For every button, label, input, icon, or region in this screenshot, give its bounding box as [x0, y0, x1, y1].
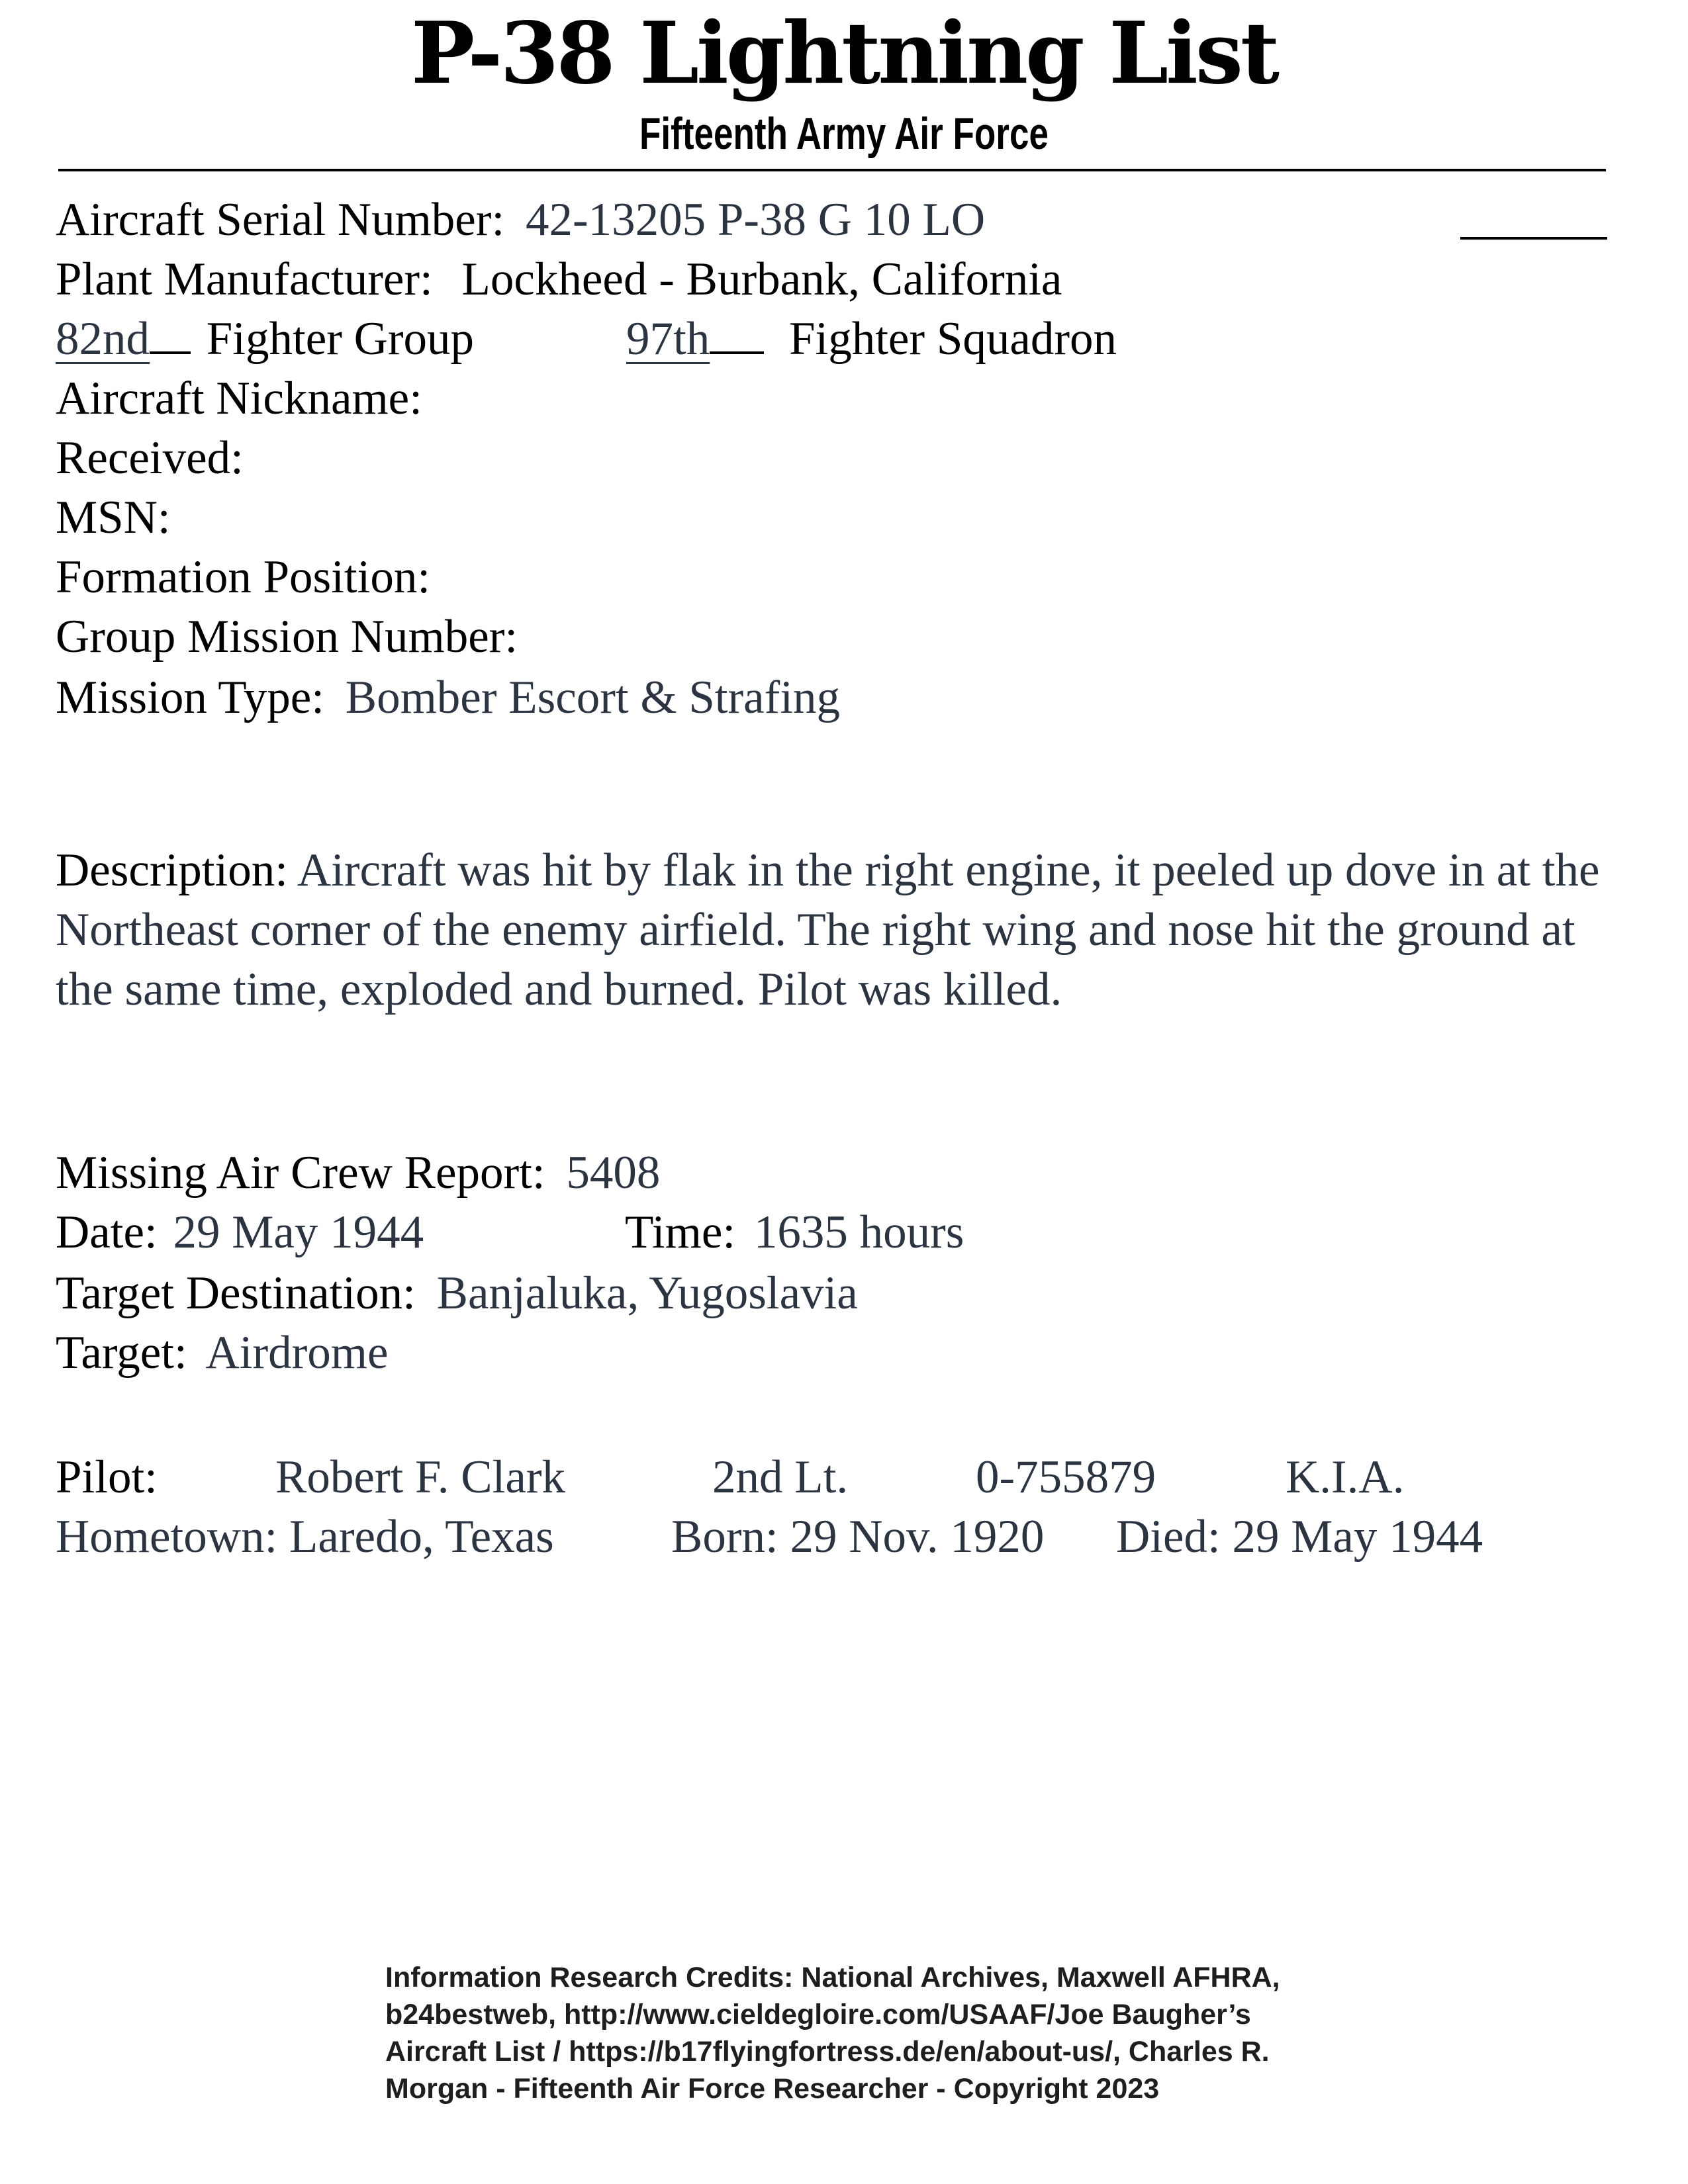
macr-row: [56, 1142, 1635, 1203]
plant-manufacturer-value: Lockheed - Burbank, California: [461, 253, 1062, 305]
date-time-row: [56, 1202, 1635, 1263]
group-mission-number-label: Group Mission Number:: [56, 611, 518, 662]
pilot-status: K.I.A.: [1286, 1451, 1405, 1503]
macr-label: Missing Air Crew Report:: [56, 1147, 545, 1199]
serial-blank-line: [1460, 237, 1607, 240]
fighter-group-label: Fighter Group: [206, 313, 475, 365]
plant-manufacturer-row: [56, 249, 1635, 310]
target-value: Airdrome: [205, 1327, 389, 1379]
target-label: Target:: [56, 1327, 187, 1379]
time-field: [625, 1202, 964, 1263]
received-label: Received:: [56, 432, 244, 484]
fighter-group-value: 82nd: [56, 313, 150, 365]
target-destination-value: Banjaluka, Yugoslavia: [436, 1267, 858, 1319]
description-label: Description:: [56, 844, 288, 896]
credits-line-2: b24bestweb, http://www.cieldegloire.com/USAAF/Joe Baugher’s: [385, 1999, 1251, 2030]
header-divider: [58, 169, 1606, 171]
macr-value: 5408: [566, 1147, 661, 1199]
pilot-name: Robert F. Clark: [275, 1451, 566, 1503]
mission-type-row: [56, 667, 1635, 728]
fighter-squadron-value: 97th: [626, 313, 710, 365]
nickname-row: [56, 368, 1635, 429]
credits-line-1: Information Research Credits: National Archives, Maxwell AFHRA,: [385, 1962, 1280, 1993]
formation-position-row: [56, 547, 1635, 608]
description-text: Aircraft was hit by flak in the right engine, it peeled up dove in at the Northeast corner of the enemy airfield. The right wing and nose hit the ground at the same time, exploded and burned. Pilot was killed.: [56, 844, 1600, 1015]
fighter-group-blank: [150, 351, 191, 354]
credits-line-4: Morgan - Fifteenth Air Force Researcher - Copyright 2023: [385, 2073, 1160, 2105]
target-destination-label: Target Destination:: [56, 1267, 416, 1319]
pilot-hometown: Hometown: Laredo, Texas: [56, 1511, 554, 1563]
mission-type-value: Bomber Escort & Strafing: [345, 672, 841, 723]
mission-type-label: Mission Type:: [56, 672, 324, 723]
serial-number-row: [56, 189, 1635, 250]
msn-label: MSN:: [56, 492, 171, 543]
page-title: P-38 Lightning List: [411, 4, 1277, 103]
pilot-serial: 0-755879: [976, 1451, 1156, 1503]
pilot-born: Born: 29 Nov. 1920: [671, 1511, 1045, 1563]
date-value: 29 May 1944: [173, 1206, 424, 1258]
plant-manufacturer-label: Plant Manufacturer:: [56, 253, 433, 305]
nickname-label: Aircraft Nickname:: [56, 373, 422, 424]
received-row: [56, 428, 1635, 488]
pilot-row: [56, 1447, 1635, 1508]
target-row: [56, 1322, 1635, 1383]
serial-number-label: Aircraft Serial Number:: [56, 194, 505, 246]
pilot-details-row: [56, 1506, 1635, 1567]
fighter-squadron-field: [626, 308, 1117, 369]
pilot-rank: 2nd Lt.: [712, 1451, 849, 1503]
pilot-label: Pilot:: [56, 1451, 158, 1503]
fighter-squadron-blank: [710, 351, 764, 354]
msn-row: [56, 487, 1635, 548]
fighter-squadron-label: Fighter Squadron: [788, 313, 1117, 365]
target-destination-row: [56, 1263, 1635, 1324]
date-field: [56, 1202, 424, 1263]
fighter-group-field: [56, 308, 474, 369]
time-label: Time:: [625, 1206, 736, 1258]
group-mission-number-row: [56, 606, 1635, 667]
time-value: 1635 hours: [753, 1206, 964, 1258]
pilot-died: Died: 29 May 1944: [1116, 1511, 1483, 1563]
credits-line-3: Aircraft List / https://b17flyingfortress.de/en/about-us/, Charles R.: [385, 2036, 1270, 2068]
formation-position-label: Formation Position:: [56, 551, 431, 603]
research-credits: [385, 1959, 1378, 2107]
description-block: [56, 841, 1638, 1019]
date-label: Date:: [56, 1206, 158, 1258]
group-squadron-row: [56, 308, 1635, 369]
page-subtitle: Fifteenth Army Air Force: [639, 109, 1049, 159]
serial-number-value: 42-13205 P-38 G 10 LO: [525, 194, 986, 246]
